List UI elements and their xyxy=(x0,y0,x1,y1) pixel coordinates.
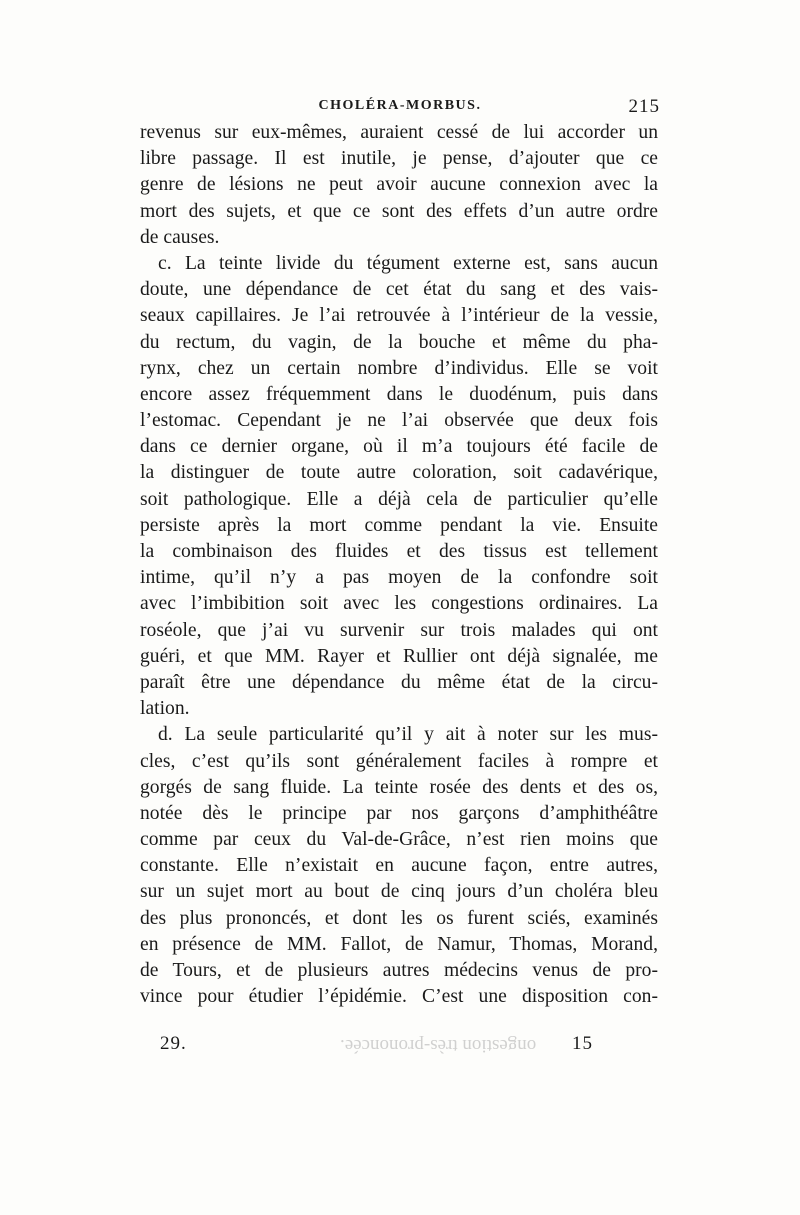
text-line: en présence de MM. Fallot, de Namur, Thomas, Morand, xyxy=(140,933,658,955)
text-line: de Tours, et de plusieurs autres médecins venus de pro- xyxy=(140,960,658,981)
show-through-text: ongestion très-prononcée. xyxy=(340,1035,537,1056)
text-line: des plus prononcés, et dont les os furent sciés, examinés xyxy=(140,907,658,929)
paragraph-d-text: d. La seule particularité qu’il y ait à noter sur les mus- xyxy=(158,724,658,746)
text-line: dans ce dernier organe, où il m’a toujours été facile de xyxy=(140,436,658,458)
text-line: vince pour étudier l’épidémie. C’est une disposition con- xyxy=(140,986,658,1008)
text-line: notée dès le principe par nos garçons d’amphithéâtre xyxy=(140,802,658,824)
text-line: lation. xyxy=(140,698,190,720)
text-line: roséole, que j’ai vu survenir sur trois malades qui ont xyxy=(140,619,658,641)
page-number: 215 xyxy=(628,96,660,117)
signature-mark: 29. xyxy=(160,1033,187,1054)
text-line: avec l’imbibition soit avec les congestions ordinaires. La xyxy=(140,593,658,615)
text-line: rynx, chez un certain nombre d’individus. Elle se voit xyxy=(140,357,658,379)
text-line: mort des sujets, et que ce sont des effets d’un autre ordre xyxy=(140,200,658,222)
text-line: du rectum, du vagin, de la bouche et même du pha- xyxy=(140,331,658,353)
text-line: libre passage. Il est inutile, je pense, d’ajouter que ce xyxy=(140,148,658,170)
text-line: sur un sujet mort au bout de cinq jours d’un choléra bleu xyxy=(140,881,658,903)
text-line: intime, qu’il n’y a pas moyen de la confondre soit xyxy=(140,567,658,589)
sheet-number: 15 xyxy=(572,1033,593,1054)
text-line: genre de lésions ne peut avoir aucune connexion avec la xyxy=(140,174,658,196)
running-title: CHOLÉRA-MORBUS. xyxy=(318,98,482,113)
text-line: paraît être une dépendance du même état de la circu- xyxy=(140,671,658,693)
text-line: la distinguer de toute autre coloration, soit cadavérique, xyxy=(140,462,658,484)
text-line: seaux capillaires. Je l’ai retrouvée à l’intérieur de la vessie, xyxy=(140,305,658,327)
paragraph-c-first-line xyxy=(140,251,658,277)
text-line: constante. Elle n’existait en aucune façon, entre autres, xyxy=(140,855,658,877)
text-line: doute, une dépendance de cet état du sang et des vais- xyxy=(140,279,658,301)
text-line: comme par ceux du Val-de-Grâce, n’est rien moins que xyxy=(140,829,658,851)
text-line: guéri, et que MM. Rayer et Rullier ont déjà signalée, me xyxy=(140,645,658,667)
running-head xyxy=(140,98,660,122)
text-line: soit pathologique. Elle a déjà cela de particulier qu’elle xyxy=(140,488,658,510)
text-line: l’estomac. Cependant je ne l’ai observée que deux fois xyxy=(140,410,658,432)
paragraph-c-text: c. La teinte livide du tégument externe est, sans aucun xyxy=(158,252,658,274)
text-line: persiste après la mort comme pendant la vie. Ensuite xyxy=(140,514,658,536)
text-line: gorgés de sang fluide. La teinte rosée des dents et des os, xyxy=(140,776,658,798)
text-line: de causes. xyxy=(140,226,220,248)
text-line: encore assez fréquemment dans le duodénum, puis dans xyxy=(140,383,658,405)
paragraph-d-first-line xyxy=(140,722,658,748)
text-line: cles, c’est qu’ils sont généralement faciles à rompre et xyxy=(140,750,658,772)
body-text xyxy=(140,120,658,1010)
text-line: revenus sur eux-mêmes, auraient cessé de lui accorder un xyxy=(140,122,658,143)
text-line: la combinaison des fluides et des tissus est tellement xyxy=(140,541,658,562)
